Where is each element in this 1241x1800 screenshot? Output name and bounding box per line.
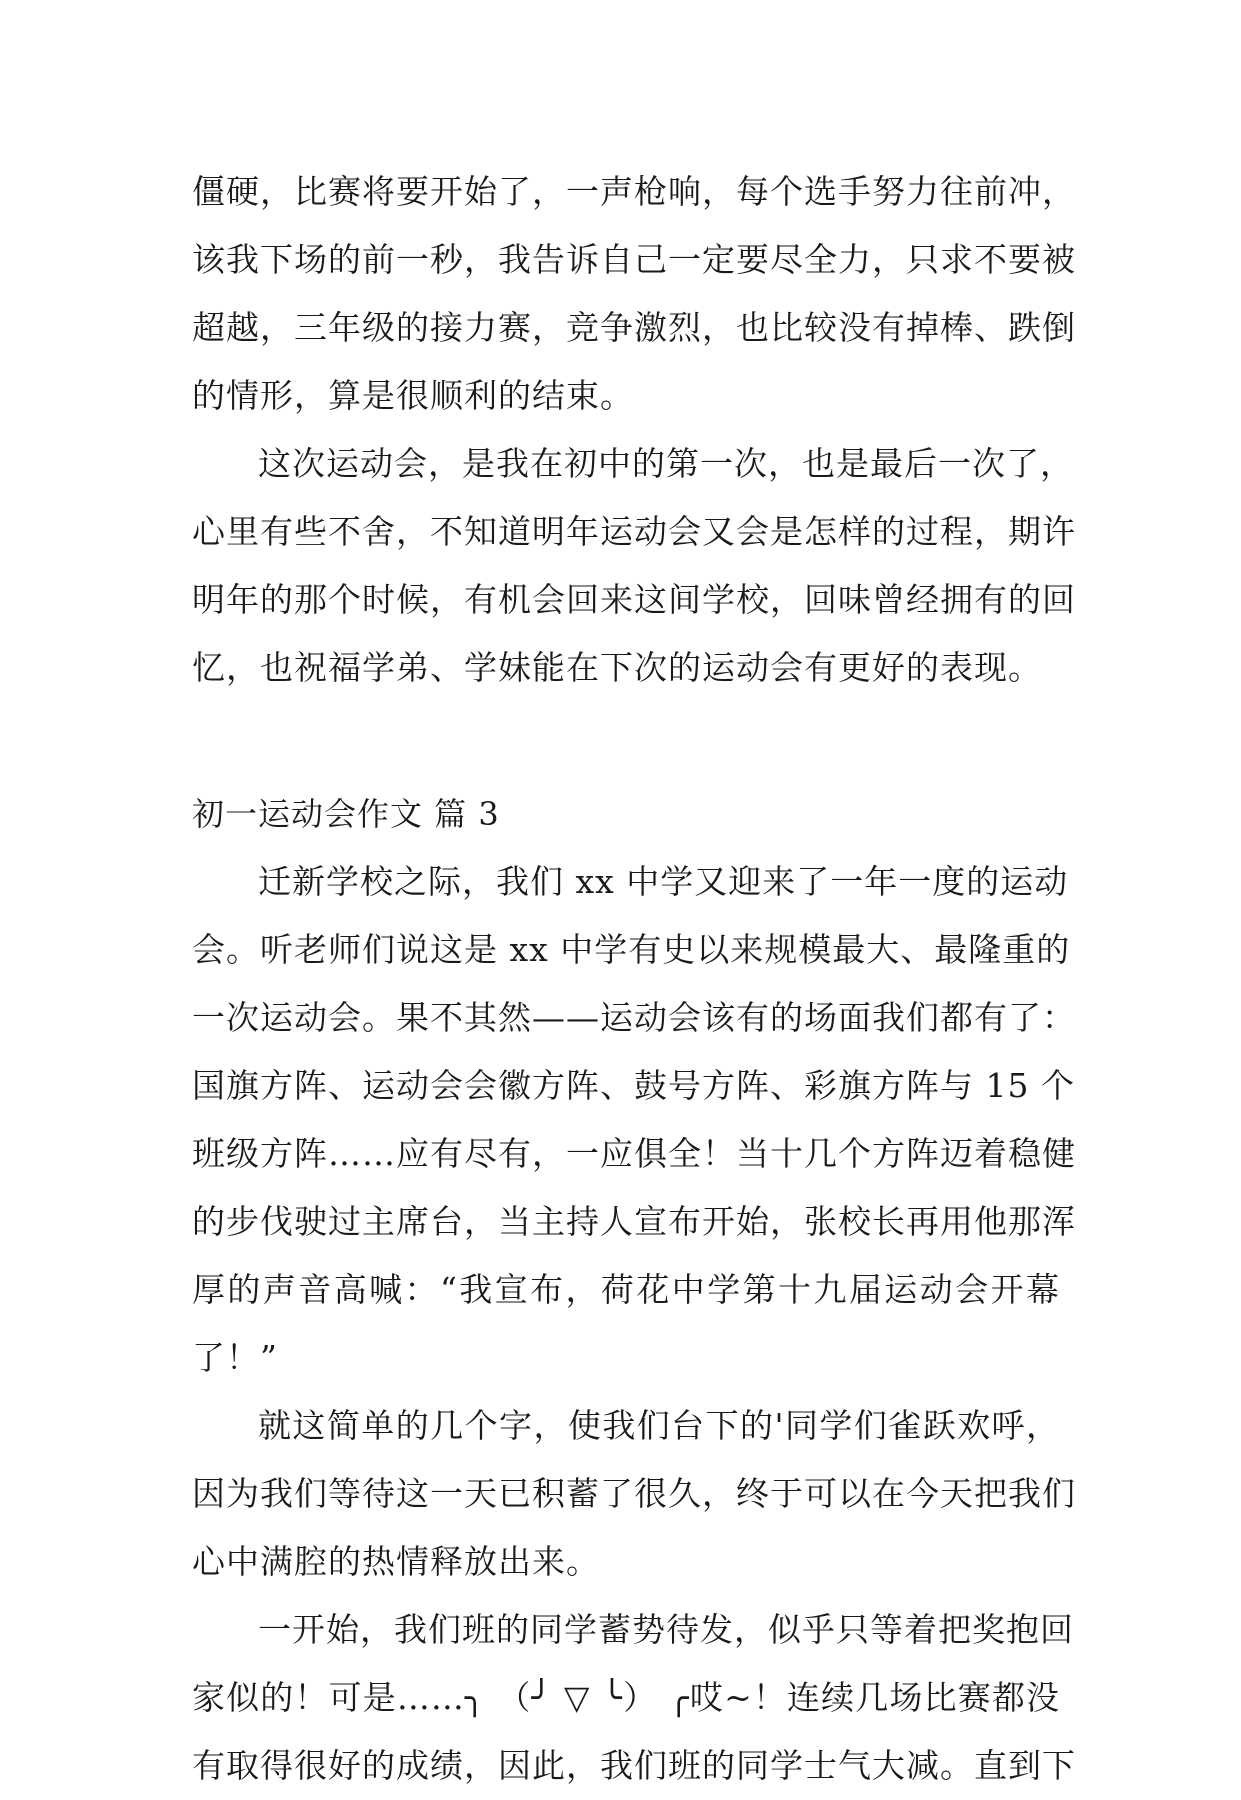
paragraph-2: [192, 430, 1076, 702]
text-line: 有取得很好的成绩，因此，我们班的同学士气大减。直到下: [192, 1746, 1076, 1785]
text-line: 了！”: [192, 1338, 278, 1377]
text-line: 会。听老师们说这是 xx 中学有史以来规模最大、最隆重的: [192, 930, 1071, 969]
text-line: 这次运动会，是我在初中的第一次，也是最后一次了，: [258, 444, 1074, 483]
paragraph-1: [192, 158, 1076, 430]
text-line: 一开始，我们班的同学蓄势待发，似乎只等着把奖抱回: [258, 1610, 1074, 1649]
text-line: 因为我们等待这一天已积蓄了很久，终于可以在今天把我们: [192, 1474, 1076, 1513]
text-line: 家似的！可是……╮ （╯ ▽ ╰） ╭哎~！连续几场比赛都没: [192, 1678, 1060, 1717]
text-line: 超越，三年级的接力赛，竞争激烈，也比较没有掉棒、跌倒: [192, 308, 1076, 347]
text-line: 忆，也祝福学弟、学妹能在下次的运动会有更好的表现。: [192, 648, 1042, 687]
paragraph-4: [192, 1392, 1076, 1596]
paragraph-5: [192, 1596, 1076, 1800]
paragraph-3: [192, 848, 1076, 1392]
text-line: 的步伐驶过主席台，当主持人宣布开始，张校长再用他那浑: [192, 1202, 1076, 1241]
text-line: 僵硬，比赛将要开始了，一声枪响，每个选手努力往前冲，: [192, 172, 1076, 211]
text-line: 该我下场的前一秒，我告诉自己一定要尽全力，只求不要被: [192, 240, 1076, 279]
text-line: 厚的声音高喊：“我宣布，荷花中学第十九届运动会开幕: [192, 1270, 1060, 1309]
text-line: 明年的那个时候，有机会回来这间学校，回味曾经拥有的回: [192, 580, 1076, 619]
document-body: [192, 158, 1076, 1800]
text-line: 一次运动会。果不其然——运动会该有的场面我们都有了：: [192, 998, 1076, 1037]
section-spacer: [192, 702, 1060, 780]
text-line: 班级方阵……应有尽有，一应俱全！当十几个方阵迈着稳健: [192, 1134, 1076, 1173]
text-line: 国旗方阵、运动会会徽方阵、鼓号方阵、彩旗方阵与 15 个: [192, 1066, 1075, 1105]
text-line: 就这简单的几个字，使我们台下的'同学们雀跃欢呼，: [258, 1406, 1060, 1445]
text-line: 心中满腔的热情释放出来。: [192, 1542, 600, 1581]
text-line: 的情形，算是很顺利的结束。: [192, 376, 634, 415]
section-heading: 初一运动会作文 篇 3: [192, 795, 500, 833]
text-line: 迁新学校之际，我们 xx 中学又迎来了一年一度的运动: [258, 862, 1069, 901]
text-line: 心里有些不舍，不知道明年运动会又会是怎样的过程，期许: [192, 512, 1076, 551]
